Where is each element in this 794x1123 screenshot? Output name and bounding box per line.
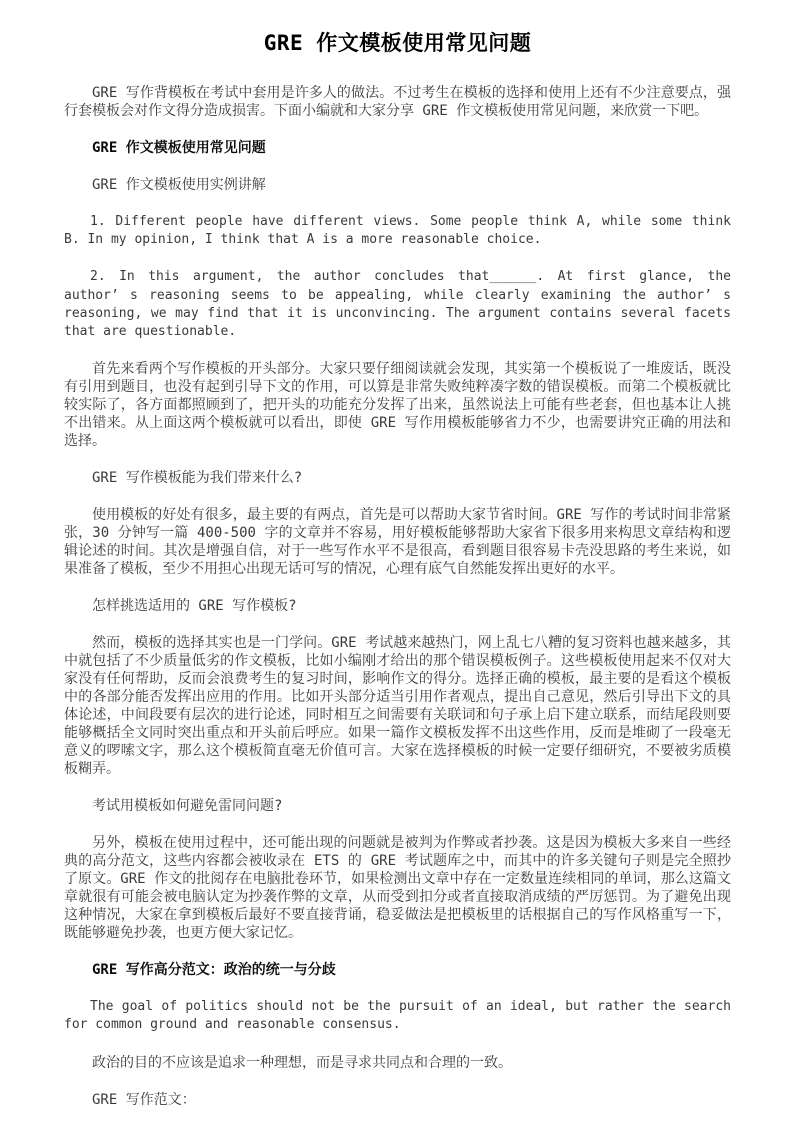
question-avoid-plagiarism: 考试用模板如何避免雷同问题? (92, 798, 283, 815)
doc-title: GRE 作文模板使用常见问题 (263, 31, 532, 55)
sample-essay-label: GRE 写作范文： (92, 1091, 196, 1108)
question-template-selection: 怎样挑选适用的 GRE 写作模板? (92, 598, 297, 615)
template-example-2: 2. In this argument, the author concludes that______. At first glance, the author’ s reasoning seems to be appealing, while clearly examining the author’ s reasoning, we may find that it is unconvincing. The argument contains several facets that are questionable. (64, 269, 731, 340)
paragraph-template-selection: 然而，模板的选择其实也是一门学问。GRE 考试越来越热门，网上乱七八糟的复习资料也越来越多，其中就包括了不少质量低劣的作文模板，比如小编刚才给出的那个错误模板例子。这些模板使用起来不仅对大家没有任何帮助，反而会浪费考生的复习时间，影响作文的得分。选择正确的模板，最主要的是看这个模板中的各部分能否发挥出应用的作用。比如开头部分适当引用作者观点，提出自己意见，然后引导出下文的具体论述，中间段要有层次的进行论述，同时相互之间需要有关联词和句子承上启下建立联系，而结尾段则要能够概括全文同时突出重点和开头前后呼应。如果一篇作文模板发挥不出这些作用，反而是堆砌了一段毫无意义的啰嗦文字，那么这个模板简直毫无价值可言。大家在选择模板的时候一定要仔细研究，不要被劣质模板糊弄。 (64, 635, 731, 778)
intro-paragraph: GRE 写作背模板在考试中套用是许多人的做法。不过考生在模板的选择和使用上还有不少注意要点，强行套模板会对作文得分造成损害。下面小编就和大家分享 GRE 作文模板使用常见问题，来欣赏一下吧。 (64, 85, 731, 119)
paragraph-avoid-plagiarism: 另外，模板在使用过程中，还可能出现的问题就是被判为作弊或者抄袭。这是因为模板大多来自一些经典的高分范文，这些内容都会被收录在 ETS 的 GRE 考试题库之中，而其中的许多关键句子则是完全照抄了原文。GRE 作文的批阅存在电脑批卷环节，如果检测出文章中存在一定数量连续相同的单词，那么这篇文章就很有可能会被电脑认定为抄袭作弊的文章，从而受到扣分或者直接取消成绩的严厉惩罚。为了避免出现这种情况，大家在拿到模板后最好不要直接背诵，稳妥做法是把模板里的话根据自己的写作风格重写一下，既能够避免抄袭，也更方便大家记忆。 (64, 835, 731, 942)
paragraph-template-benefits: 使用模板的好处有很多，最主要的有两点，首先是可以帮助大家节省时间。GRE 写作的考试时间非常紧张，30 分钟写一篇 400-500 字的文章并不容易，用好模板能够帮助大家省下很多用来构思文章结构和逻辑论述的时间。其次是增强自信，对于一些写作水平不是很高，看到题目很容易卡壳没思路的考生来说，如果准备了模板，至少不用担心出现无话可写的情况，心理有底气自然能发挥出更好的水平。 (64, 507, 731, 578)
section-heading-common-problems: GRE 作文模板使用常见问题 (92, 140, 266, 156)
essay-prompt-english: The goal of politics should not be the pursuit of an ideal, but rather the search for common ground and reasonable consensus. (64, 999, 731, 1033)
paragraph-template-analysis: 首先来看两个写作模板的开头部分。大家只要仔细阅读就会发现，其实第一个模板说了一堆废话，既没有引用到题目，也没有起到引导下文的作用，可以算是非常失败纯粹凑字数的错误模板。而第二个模板就比较实际了，各方面都照顾到了，把开头的功能充分发挥了出来，虽然说法上可能有些老套，但也基本让人挑不出错来。从上面这两个模板就可以看出，即使 GRE 写作用模板能够省力不少，也需要讲究正确的用法和选择。 (64, 361, 731, 450)
question-template-benefits: GRE 写作模板能为我们带来什么? (92, 470, 303, 487)
essay-prompt-chinese: 政治的目的不应该是追求一种理想，而是寻求共同点和合理的一致。 (92, 1054, 512, 1071)
template-example-1: 1. Different people have different views. Some people think A, while some think B. In my opinion, I think that A is a more reasonable choice. (64, 214, 731, 248)
sample-essay-heading: GRE 写作高分范文：政治的统一与分歧 (92, 962, 336, 979)
subheading-example-explanation: GRE 作文模板使用实例讲解 (92, 177, 266, 193)
